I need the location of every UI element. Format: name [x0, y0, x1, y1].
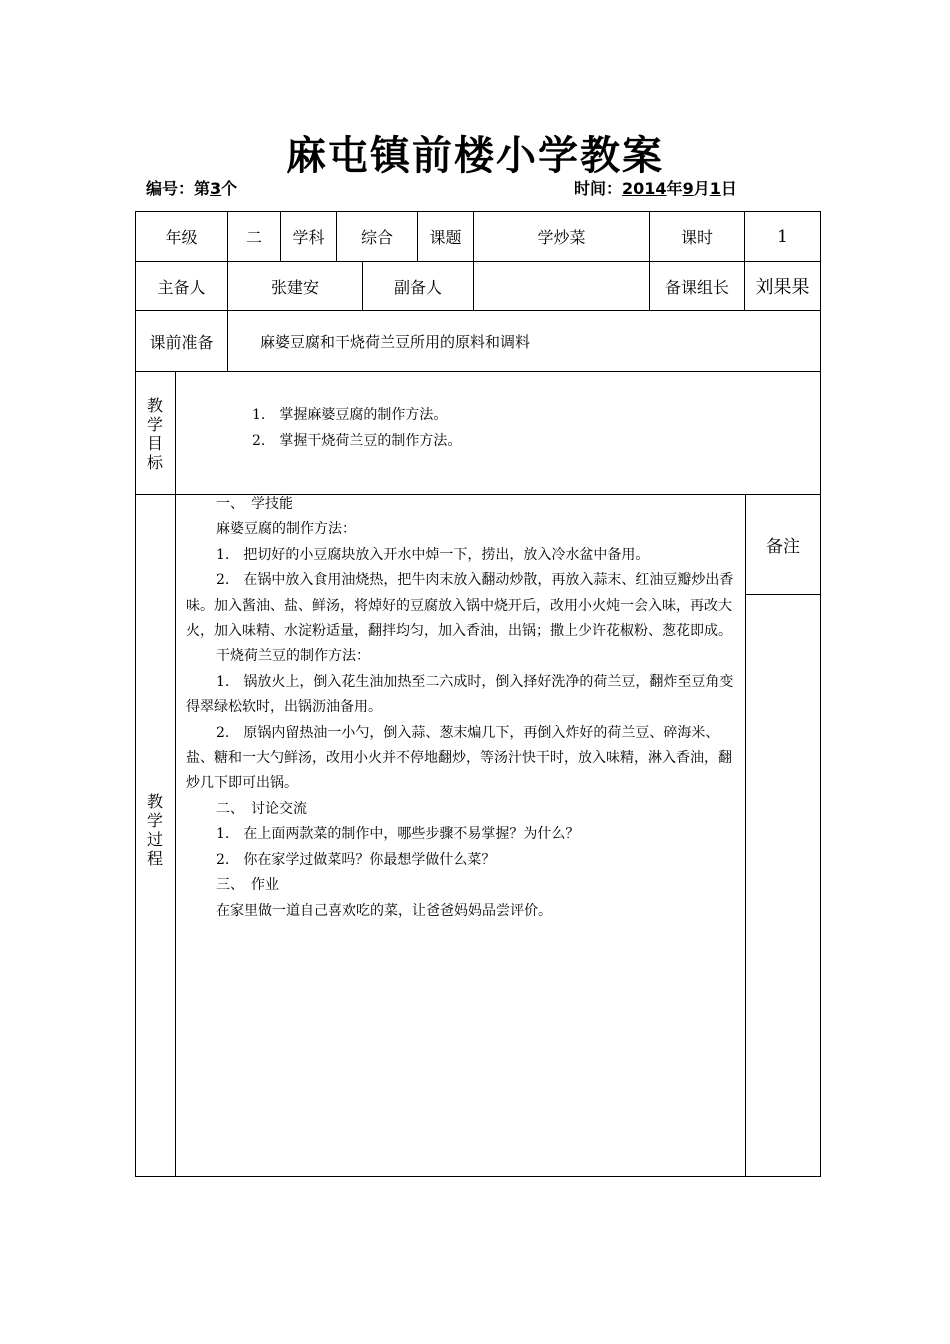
process-label-char: 过: [146, 830, 163, 849]
goals-label-char: 教: [146, 396, 163, 415]
recipe-heading: 麻婆豆腐的制作方法：: [216, 521, 356, 538]
table-border-bottom: [135, 1176, 821, 1177]
date-month: 9: [682, 179, 694, 198]
lesson-date: [574, 176, 737, 199]
process-label-char: 学: [146, 811, 163, 830]
number-prefix: 第: [194, 179, 211, 198]
number-label: 编号：: [146, 179, 195, 198]
homework-text: 在家里做一道自己喜欢吃的菜，让爸爸妈妈品尝评价。: [216, 902, 552, 919]
process-label-char: 教: [146, 792, 163, 811]
lead-value: 张建安: [270, 277, 319, 297]
remark-label: 备注: [766, 537, 800, 557]
year-unit: 年: [666, 179, 683, 198]
remark-col-divider: [745, 494, 746, 1177]
head-label: 备课组长: [664, 277, 729, 297]
topic-label: 课题: [429, 228, 462, 247]
prep-text: 麻婆豆腐和干烧荷兰豆所用的原料和调料: [260, 332, 531, 351]
date-day: 1: [709, 179, 721, 198]
subject-value: 综合: [360, 228, 393, 247]
page-title: 麻屯镇前楼小学教案: [286, 133, 664, 179]
goals-list: [252, 404, 461, 456]
subject-label: 学科: [292, 228, 325, 247]
question-text: 2. 你在家学过做菜吗？你最想学做什么菜？: [216, 851, 496, 868]
number-suffix: 个: [221, 179, 238, 198]
col-divider: [227, 310, 228, 371]
step-text: 2. 在锅中放入食用油烧热，把牛肉末放入翻动炒散，再放入蒜末、红油豆瓣炒出香味。加入酱油、盐、鲜汤，将焯好的豆腐放入锅中烧开后，改用小火炖一会入味，再改大火，加入味精、水淀粉适量，翻拌均匀，加入香油，出锅；撒上少许花椒粉、葱花即成。: [186, 572, 734, 640]
question-text: 1. 在上面两款菜的制作中，哪些步骤不易掌握？为什么？: [216, 826, 580, 843]
goals-label-char: 学: [146, 415, 163, 434]
lesson-number: [146, 176, 237, 199]
step-text: 1. 锅放火上，倒入花生油加热至二六成时，倒入择好洗净的荷兰豆，翻炸至豆角变得翠绿松软时，出锅沥油备用。: [186, 673, 734, 716]
topic-value: 学炒菜: [537, 228, 586, 247]
section-heading: 二、 讨论交流: [216, 800, 307, 817]
date-year: 2014: [622, 179, 667, 198]
assist-label: 副备人: [393, 277, 442, 297]
label-col-divider: [175, 371, 176, 1177]
recipe-heading: 干烧荷兰豆的制作方法：: [216, 648, 370, 665]
step-text: 2. 原锅内留热油一小勺，倒入蒜、葱末煸几下，再倒入炸好的荷兰豆、碎海米、盐、糖和一大勺鲜汤，改用小火并不停地翻炒，等汤汁快干时，放入味精，淋入香油，翻炒几下即可出锅。: [186, 724, 732, 792]
goal-item: 2. 掌握干烧荷兰豆的制作方法。: [252, 433, 462, 449]
lead-label: 主备人: [157, 277, 206, 297]
row-divider: [135, 371, 821, 372]
number-value: 3: [210, 179, 222, 198]
process-content: [186, 492, 738, 924]
process-label-char: 程: [146, 849, 163, 868]
hours-value: 1: [777, 226, 788, 247]
table-border-right: [820, 211, 821, 1177]
grade-label: 年级: [165, 228, 198, 247]
grade-value: 二: [245, 228, 262, 247]
goal-item: 1. 掌握麻婆豆腐的制作方法。: [252, 407, 448, 423]
section-heading: 三、 作业: [216, 877, 279, 894]
step-text: 1. 把切好的小豆腐块放入开水中焯一下，捞出，放入冷水盆中备用。: [216, 546, 650, 563]
prep-label: 课前准备: [149, 332, 214, 352]
goals-label-char: 目: [146, 434, 163, 453]
month-unit: 月: [693, 179, 710, 198]
section-heading: 一、 学技能: [216, 496, 293, 512]
assist-value: [474, 262, 649, 310]
remark-divider: [745, 594, 821, 595]
head-value: 刘果果: [755, 277, 810, 298]
hours-label: 课时: [680, 228, 713, 247]
day-unit: 日: [720, 179, 737, 198]
process-label: [135, 792, 175, 868]
goals-label: [135, 396, 175, 472]
time-label: 时间：: [574, 179, 623, 198]
goals-label-char: 标: [146, 453, 163, 472]
